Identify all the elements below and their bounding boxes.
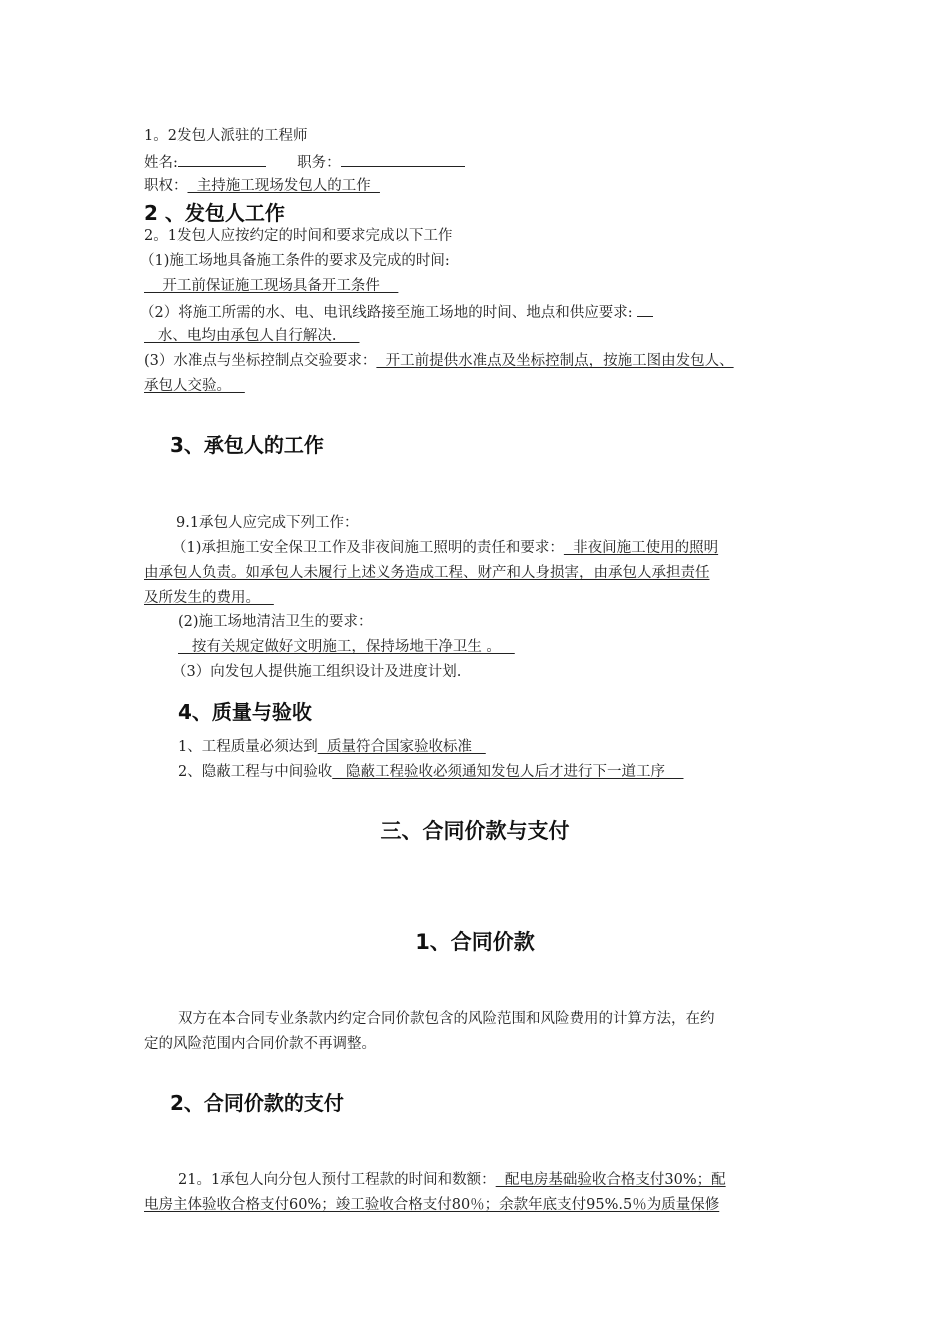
- s2-item2-value: 水、电均由承包人自行解决.: [144, 328, 360, 344]
- section-3-intro: 9.1承包人应完成下列工作：: [176, 515, 359, 531]
- position-label: 职务：: [297, 155, 341, 171]
- part-3-sub2-para-row: [178, 1170, 726, 1190]
- engineer-name-row: [144, 151, 465, 173]
- section-2-title: 2 、发包人工作: [144, 201, 285, 225]
- s4-item2-label: 2、隐蔽工程与中间验收: [178, 764, 333, 780]
- section-3-title: 3、承包人的工作: [170, 433, 324, 457]
- s3-item2-label: (2)施工场地清洁卫生的要求：: [178, 614, 373, 630]
- part-3-sub2-para-value-line2: 电房主体验收合格支付60%；竣工验收合格支付80％；余款年底支付95%.5％为质量保修: [144, 1197, 720, 1213]
- section-2-intro: 2。1发包人应按约定的时间和要求完成以下工作: [144, 228, 453, 244]
- s2-item2-label: （2）将施工所需的水、电、电讯线路接至施工场地的时间、地点和供应要求:: [140, 305, 633, 321]
- s2-item3-label: (3）水准点与坐标控制点交验要求：: [144, 353, 377, 369]
- s4-item1-row: [178, 737, 486, 757]
- s3-item2-value: 按有关规定做好文明施工，保持场地干净卫生 。: [178, 639, 515, 655]
- part-3-sub2-title: 2、合同价款的支付: [170, 1091, 344, 1115]
- s2-item2-blank: [637, 301, 653, 317]
- part-3-sub2-para-label: 21。1承包人向分包人预付工程款的时间和数额：: [178, 1172, 496, 1188]
- s4-item2-value: 隐蔽工程验收必须通知发包人后才进行下一道工序: [332, 764, 684, 780]
- s4-item1-label: 1、工程质量必须达到: [178, 739, 318, 755]
- s3-item1-row: [172, 538, 718, 558]
- authority-label: 职权：: [144, 178, 188, 194]
- s3-item1-value-line1: 非夜间施工使用的照明: [563, 540, 719, 556]
- position-blank: [341, 151, 465, 167]
- authority-value: 主持施工现场发包人的工作: [187, 178, 380, 194]
- name-blank: [178, 151, 266, 167]
- s2-item3-row: [144, 351, 734, 371]
- part-3-sub1-para-line1: 双方在本合同专业条款内约定合同价款包含的风险范围和风险费用的计算方法，在约: [178, 1011, 715, 1027]
- name-label: 姓名:: [144, 155, 178, 171]
- part-3-sub1-title: 1、合同价款: [415, 930, 535, 954]
- section-1-2-heading: 1。2发包人派驻的工程师: [144, 128, 308, 144]
- s3-item1-label: （1)承担施工安全保卫工作及非夜间施工照明的责任和要求：: [172, 540, 564, 556]
- s2-item1-label: （1)施工场地具备施工条件的要求及完成的时间:: [140, 253, 450, 269]
- s2-item3-value-line2: 承包人交验。: [144, 378, 245, 394]
- authority-row: [144, 176, 380, 196]
- s2-item2-row: [140, 301, 653, 323]
- s2-item3-value-line1: 开工前提供水准点及坐标控制点，按施工图由发包人、: [376, 353, 734, 369]
- part-3-title: 三、合同价款与支付: [380, 819, 570, 843]
- s3-item1-value-line3: 及所发生的费用。: [144, 590, 274, 606]
- s4-item2-row: [178, 762, 684, 782]
- part-3-sub2-para-value-line1: 配电房基础验收合格支付30%；配: [495, 1172, 726, 1188]
- s3-item3: （3）向发包人提供施工组织设计及进度计划.: [172, 664, 462, 680]
- section-4-title: 4、质量与验收: [178, 700, 312, 724]
- s3-item1-value-line2: 由承包人负责。如承包人未履行上述义务造成工程、财产和人身损害，由承包人承担责任: [144, 565, 710, 581]
- s4-item1-value: 质量符合国家验收标准: [317, 739, 486, 755]
- part-3-sub1-para-line2: 定的风险范围内合同价款不再调整。: [144, 1036, 376, 1052]
- s2-item1-value: 开工前保证施工现场具备开工条件: [144, 278, 399, 294]
